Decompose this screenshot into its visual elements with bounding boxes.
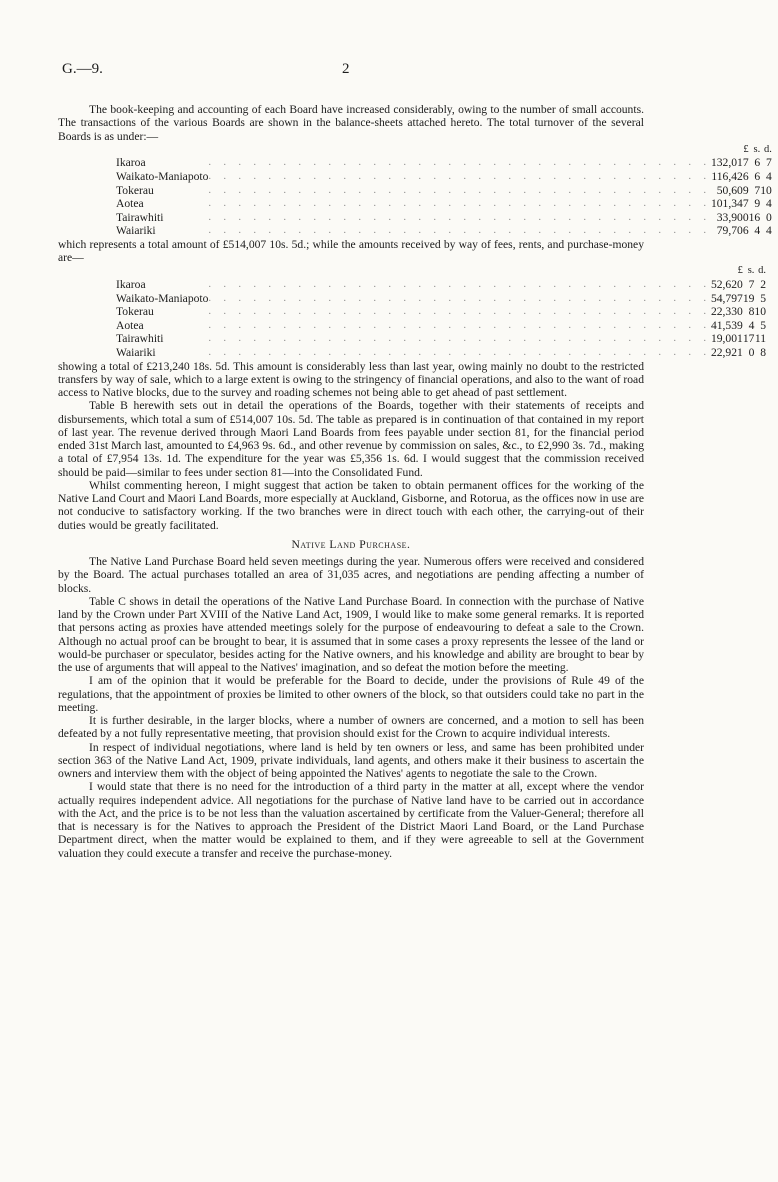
leader-dots: . . . . . . . . . . . . . . . . . . . . . . . . . . . . . . . . . . (208, 184, 711, 196)
table-row (58, 292, 772, 306)
leader-dots: . . . . . . . . . . . . . . . . . . . . . . . . . . . . . . . . . . (208, 346, 711, 358)
table-row (58, 170, 778, 184)
amount-pounds: 79,706 (716, 224, 749, 238)
amount-pounds: 132,017 (710, 156, 749, 170)
fees-rows (58, 278, 772, 360)
amount-pence: 0 (766, 210, 772, 224)
unit-pence: d. (763, 143, 772, 155)
amount-pence: 4 (766, 197, 772, 211)
amount-pounds: 41,539 (710, 318, 743, 332)
table-units-row (58, 143, 778, 157)
amount-pence: 2 (760, 278, 767, 291)
table-row (58, 156, 778, 170)
board-name: Aotea (116, 197, 144, 211)
paragraph-individual-negotiations: In respect of individual negotiations, where land is held by ten owners or less, and same has been prohibited under section 363 of the Native Land Act, 1909, private individuals, land agents, and others make it their business to ascertain the owners and interview them with the object of being appointed the Natives' agents to negotiate the sale to the Crown. (58, 740, 644, 781)
board-name: Tairawhiti (116, 210, 164, 224)
amount-pence: 4 (766, 224, 772, 238)
paragraph-rule-49: I am of the opinion that it would be preferable for the Board to decide, under the provisions of Rule 49 of the regulations, that the appointment of proxies be limited to other owners of the block, so that outsiders could take no part in the meeting. (58, 674, 644, 714)
amount-pence: 11 (754, 332, 767, 346)
board-name: Ikaroa (116, 156, 146, 170)
paragraph-table-b: Table B herewith sets out in detail the operations of the Boards, together with their statements of receipts and disbursements, which total a sum of £514,007 10s. 5d. The table as prepared is in continuation of that contained in my report of last year. The revenue derived through Maori Land Boards from fees payable under section 81, for the financial period ended 31st March last, amounted to £4,963 9s. 6d., and other revenue by commission on sales, &c., to £2,990 3s. 7d., making a total of £7,954 13s. 1d. The expenditure for the year was £5,356 1s. 6d. I would suggest that the commission received should be paid—similar to fees under section 81—into the Consolidated Fund. (58, 399, 644, 479)
leader-dots: . . . . . . . . . . . . . . . . . . . . . . . . . . . . . . . . . . (208, 292, 711, 304)
amount-shillings: 0 (748, 345, 755, 359)
leader-dots: . . . . . . . . . . . . . . . . . . . . . . . . . . . . . . . . . . (208, 279, 711, 290)
leader-dots: . . . . . . . . . . . . . . . . . . . . . . . . . . . . . . . . . . (208, 157, 711, 169)
amount-pence: 8 (760, 345, 767, 359)
page-body (58, 103, 772, 860)
amount-pounds: 33,900 (716, 210, 749, 224)
leader-dots: . . . . . . . . . . . . . . . . . . . . . . . . . . . . . . . . . . (208, 170, 711, 182)
paragraph-third-party: I would state that there is no need for the introduction of a third party in the matter at all, except where the vendor actually requires independent advice. All negotiations for the purchase of Native land have to be carried out in accordance with the Act, and the price is to be not less than the valuation ascertained by certificate from the Valuer-General; therefore all that is necessary is for the Natives to approach the President of the District Maori Land Board, or the Land Purchase Department direct, when the matter would be explained to them, and if they were agreeable to sell at the Government valuation they could execute a transfer and receive the purchase-money. (58, 780, 644, 860)
amount-pounds: 54,797 (710, 291, 743, 305)
amount-pence: 5 (760, 318, 767, 332)
turnover-rows (58, 156, 778, 238)
board-name: Tairawhiti (116, 332, 164, 346)
paragraph-total-amount: which represents a total amount of £514,007 10s. 5d.; while the amounts received by way of fees, rents, and purchase-money are— (58, 237, 644, 265)
table-units-row (58, 264, 772, 278)
amount-pounds: 22,921 (710, 345, 743, 359)
board-name: Waiariki (116, 345, 156, 359)
turnover-table (58, 143, 778, 238)
board-name: Tokerau (116, 183, 154, 197)
amount-shillings: 6 (754, 169, 761, 183)
amount-shillings: 4 (754, 224, 761, 238)
table-row (58, 319, 772, 333)
amount-shillings: 4 (748, 318, 755, 332)
unit-shillings: s. (753, 143, 761, 155)
leader-dots: . . . . . . . . . . . . . . . . . . . . . . . . . . . . . . . . . . (208, 319, 711, 331)
leader-dots: . . . . . . . . . . . . . . . . . . . . . . . . . . . . . . . . . . (208, 306, 711, 318)
leader-dots: . . . . . . . . . . . . . . . . . . . . . . . . . . . . . . . . . . (208, 198, 711, 210)
leader-dots: . . . . . . . . . . . . . . . . . . . . . . . . . . . . . . . . . . (208, 211, 711, 223)
amount-pence: 4 (766, 169, 772, 183)
paragraph-larger-blocks: It is further desirable, in the larger blocks, where a number of owners are concerned, and a motion to sell has been defeated by a not fully representative meeting, that provision should exist for the Crown to acquire individual interests. (58, 714, 644, 741)
amount-shillings: 7 (748, 278, 755, 291)
amount-pence: 5 (760, 291, 767, 305)
board-name: Ikaroa (116, 278, 146, 291)
table-row (58, 278, 772, 292)
amount-shillings: 16 (748, 210, 761, 224)
table-row (58, 211, 778, 225)
document-reference: G.—9. (62, 61, 103, 77)
board-name: Waiariki (116, 224, 156, 238)
amount-pounds: 22,330 (710, 305, 743, 319)
section-heading: Native Land Purchase. (291, 537, 411, 551)
board-name: Aotea (116, 318, 144, 332)
unit-pence: d. (758, 265, 767, 277)
unit-pounds: £ (737, 265, 743, 277)
table-row (58, 346, 772, 360)
amount-pence: 10 (754, 305, 767, 319)
amount-shillings: 6 (754, 156, 761, 170)
paragraph-offices: Whilst commenting hereon, I might suggest that action be taken to obtain permanent offices for the working of the Native Land Court and Maori Land Boards, more especially at Auckland, Gisborne, and Rotorua, as the offices now in use are not conducive to satisfactory working. If the two branches were in direct touch with each other, the carrying-out of their duties would be greatly facilitated. (58, 478, 644, 532)
paragraph-table-c: Table C shows in detail the operations of the Native Land Purchase Board. In connection with the purchase of Native land by the Crown under Part XVIII of the Native Land Act, 1909, I would like to make some general remarks. It is reported that persons acting as proxies have attended meetings solely for the purpose of endeavouring to defeat a sale to the Crown. Although no actual proof can be brought to bear, it is assumed that in some cases a proxy represents the lessee of the land or would-be purchaser or speculator, besides acting for the Native owners, and his knowledge and ability are brought to bear by the use of arguments that will appeal to the Natives' imagination, and so defeat the motion before the meeting. (58, 594, 644, 675)
board-name: Tokerau (116, 305, 154, 319)
amount-shillings: 7 (754, 183, 761, 197)
amount-pence: 10 (760, 183, 772, 197)
board-name: Waikato-Maniapoto (116, 291, 209, 305)
amount-pounds: 50,609 (716, 183, 749, 197)
board-name: Waikato-Maniapoto (116, 169, 209, 183)
table-row (58, 184, 778, 198)
amount-pounds: 52,620 (710, 278, 743, 291)
unit-pounds: £ (743, 143, 749, 155)
amount-pence: 7 (766, 156, 772, 170)
leader-dots: . . . . . . . . . . . . . . . . . . . . . . . . . . . . . . . . . . (208, 333, 711, 345)
table-row (58, 197, 778, 211)
paragraph-purchase-board: The Native Land Purchase Board held seven meetings during the year. Numerous offers were received and considered by the Board. The actual purchases totalled an area of 31,035 acres, and negotiations are pending affecting a number of blocks. (58, 555, 644, 595)
leader-dots: . . . . . . . . . . . . . . . . . . . . . . . . . . . . . . . . . . (208, 225, 711, 237)
page-number: 2 (342, 61, 350, 77)
paragraph-bookkeeping: The book-keeping and accounting of each Board have increased considerably, owing to the number of small accounts. The transactions of the various Boards are shown in the balance-sheets attached hereto. The total turnover of the several Boards is as under:— (58, 103, 644, 143)
amount-pounds: 116,426 (711, 169, 749, 183)
amount-pounds: 101,347 (710, 197, 749, 211)
amount-shillings: 9 (754, 197, 761, 211)
table-row (58, 224, 778, 238)
table-row (58, 332, 772, 346)
amount-shillings: 19 (742, 291, 755, 305)
unit-shillings: s. (747, 265, 755, 277)
amount-pounds: 19,001 (710, 332, 743, 346)
table-row (58, 305, 772, 319)
fees-table (58, 264, 772, 359)
amount-shillings: 8 (748, 305, 755, 319)
amount-shillings: 17 (742, 332, 755, 346)
paragraph-showing-total: showing a total of £213,240 18s. 5d. This amount is considerably less than last year, owing mainly no doubt to the restricted transfers by way of sale, which to a large extent is owing to the stringency of financial operations, and also to the want of road access to Native blocks, due to the survey and roading schemes not being able to get ahead of past settlement. (58, 359, 644, 400)
